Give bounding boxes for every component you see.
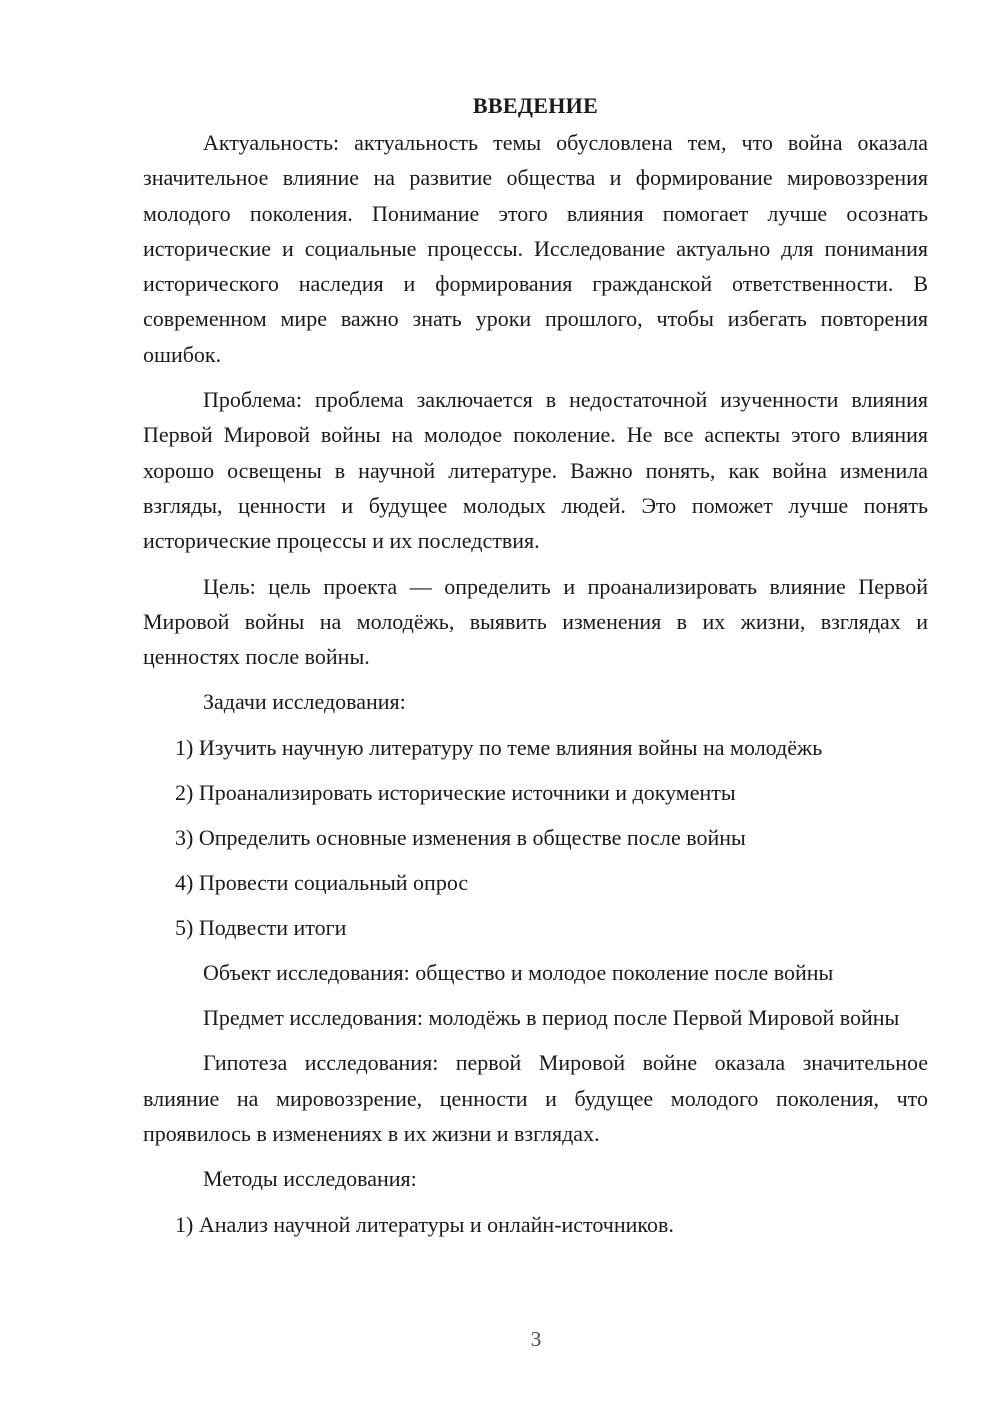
section-title: ВВЕДЕНИЕ [472,93,599,118]
goal-paragraph: Цель: цель проекта — определить и проанализировать влияние Первой Мировой войны на молодёжь, выявить изменения в их жизни, взглядах и ценностях после войны. [143,573,928,670]
tasks-heading: Задачи исследования: [203,689,406,715]
relevance-paragraph: Актуальность: актуальность темы обусловлена тем, что война оказала значительное влияние на развитие общества и формирование мировоззрения молодого поколения. Понимание этого влияния помогает лучше осознать исторические и социальные процессы. Исследование актуально для понимания исторического наследия и формирования гражданской ответственности. В современном мире важно знать уроки прошлого, чтобы избегать повторения ошибок. [143,130,928,367]
tasks-list [143,730,928,945]
subject-paragraph: Предмет исследования: молодёжь в период после Первой Мировой войны [203,1005,900,1031]
hypothesis-paragraph: Гипотеза исследования: первой Мировой войне оказала значительное влияние на мировоззрение, ценности и будущее молодого поколения, что проявилось в изменениях в их жизни и взглядах. [143,1050,928,1146]
methods-list [143,1207,928,1242]
task-item: 5) Подвести итоги [175,914,347,940]
task-item: 1) Изучить научную литературу по теме влияния войны на молодёжь [175,734,823,760]
task-item: 4) Провести социальный опрос [175,869,469,895]
task-item: 2) Проанализировать исторические источники и документы [175,779,736,805]
methods-heading: Методы исследования: [203,1166,417,1192]
document-page [143,88,928,1252]
object-paragraph: Объект исследования: общество и молодое поколение после войны [203,959,834,985]
problem-paragraph: Проблема: проблема заключается в недостаточной изученности влияния Первой Мировой войны на молодое поколение. Не все аспекты этого влияния хорошо освещены в научной литературе. Важно понять, как война изменила взгляды, ценности и будущее молодых людей. Это поможет лучше понять исторические процессы и их последствия. [143,387,928,554]
task-item: 3) Определить основные изменения в обществе после войны [175,824,746,850]
page-number: 3 [530,1327,542,1351]
method-item: 1) Анализ научной литературы и онлайн-источников. [175,1211,674,1237]
